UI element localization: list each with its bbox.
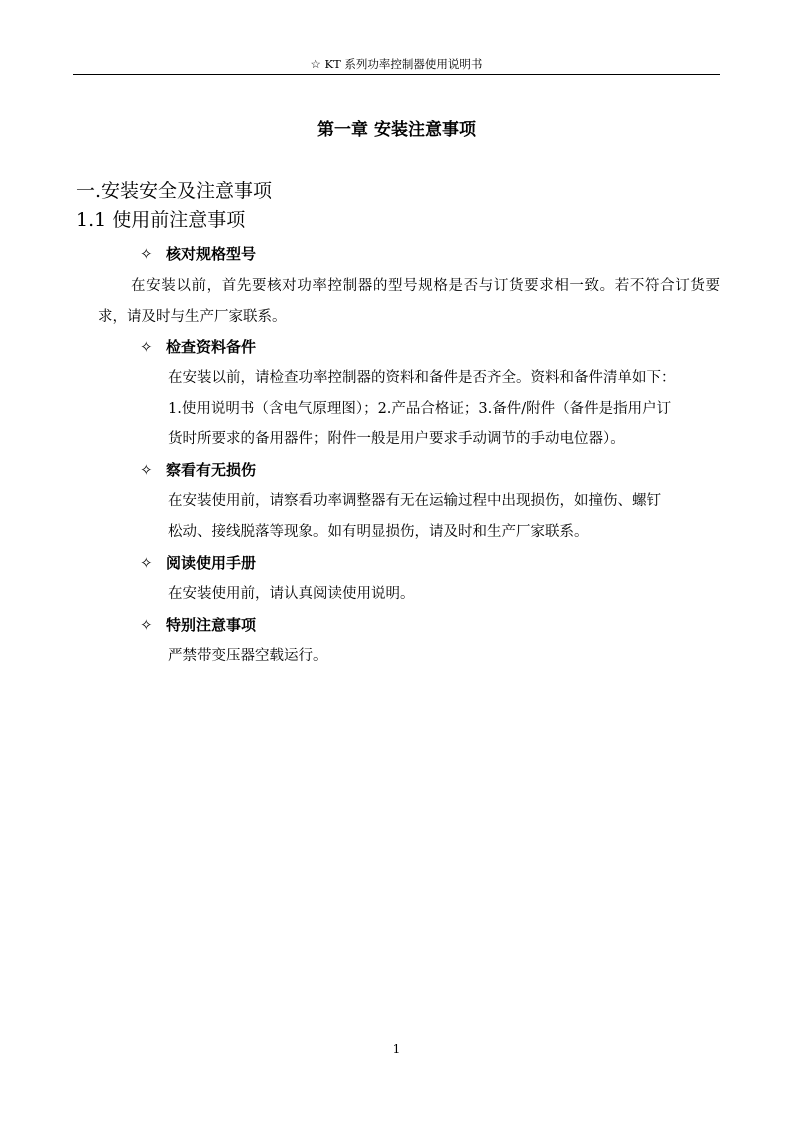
page-number: 1 xyxy=(392,1042,401,1056)
item-body-line: 在安装使用前，请认真阅读使用说明。 xyxy=(168,586,415,602)
item-body-line: 货时所要求的备用器件；附件一般是用户要求手动调节的手动电位器）。 xyxy=(168,431,625,447)
item-heading-read-manual xyxy=(140,552,256,574)
diamond-bullet-icon: ✧ xyxy=(140,461,153,479)
item-heading-label: 检查资料备件 xyxy=(166,338,257,356)
diamond-bullet-icon: ✧ xyxy=(140,554,153,572)
header-title: ☆ KT 系列功率控制器使用说明书 xyxy=(310,57,483,71)
item-body-line: 在安装以前，请检查功率控制器的资料和备件是否齐全。资料和备件清单如下： xyxy=(168,370,676,386)
item-heading-label: 察看有无损伤 xyxy=(166,461,257,479)
item-heading-label: 核对规格型号 xyxy=(166,245,257,263)
item-body-line: 松动、接线脱落等现象。如有明显损伤，请及时和生产厂家联系。 xyxy=(168,524,589,540)
item-body-check-spec: 在安装以前，首先要核对功率控制器的型号规格是否与订货要求相一致。若不符合订货要求，请及时与生产厂家联系。 xyxy=(98,278,720,325)
chapter-title: 第一章 安装注意事项 xyxy=(317,120,476,140)
subsection-heading: 1.1 使用前注意事项 xyxy=(76,209,246,231)
item-heading-check-docs xyxy=(140,336,256,358)
item-heading-label: 阅读使用手册 xyxy=(166,554,257,572)
diamond-bullet-icon: ✧ xyxy=(140,338,153,356)
diamond-bullet-icon: ✧ xyxy=(140,616,153,634)
item-heading-check-spec xyxy=(140,243,256,265)
item-body-line: 1.使用说明书（含电气原理图）；2.产品合格证；3.备件/附件（备件是指用户订 xyxy=(168,401,672,417)
item-heading-check-damage xyxy=(140,459,256,481)
diamond-bullet-icon: ✧ xyxy=(140,245,153,263)
item-heading-label: 特别注意事项 xyxy=(166,616,257,634)
section-heading: 一.安装安全及注意事项 xyxy=(76,180,273,202)
item-body-line: 在安装使用前，请察看功率调整器有无在运输过程中出现损伤，如撞伤、螺钉 xyxy=(168,493,661,509)
item-body-line: 严禁带变压器空载运行。 xyxy=(168,648,328,664)
page-header xyxy=(73,54,720,75)
item-heading-special-notes xyxy=(140,614,256,636)
